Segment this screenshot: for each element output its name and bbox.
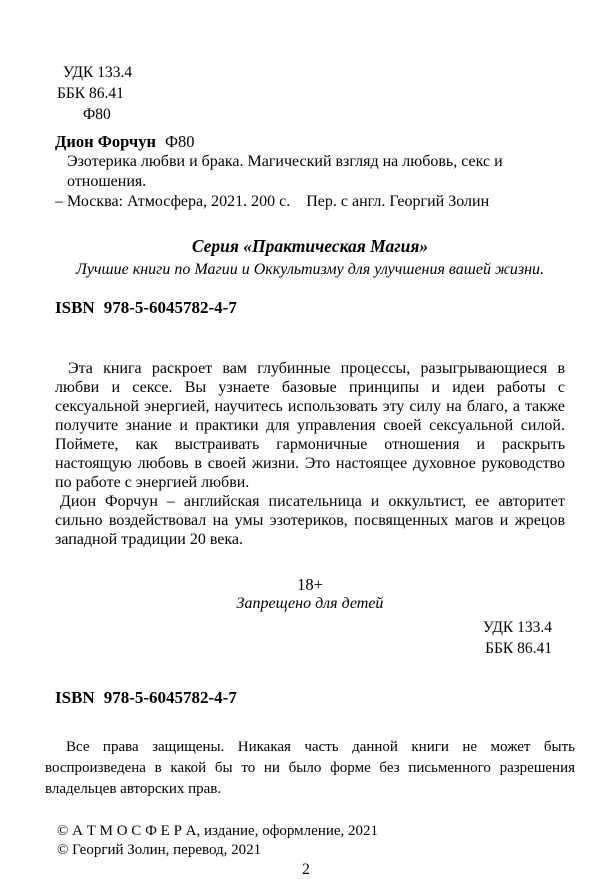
udk-code-top: УДК 133.4: [63, 64, 133, 81]
series-name: Серия «Практическая Магия»: [191, 236, 429, 256]
isbn-label: ISBN: [55, 688, 95, 707]
copyright-block: [55, 822, 565, 860]
publication-info: – Москва: Атмосфера, 2021. 200 с.: [55, 193, 291, 210]
rights-notice: Все права защищены. Никакая часть данной книги не может быть воспроизведена в какой бы то ни было форме без письменного разрешения владельцев авторских прав.: [45, 739, 575, 797]
page-number: 2: [302, 861, 310, 878]
isbn-number: 978-5-6045782-4-7: [103, 688, 237, 707]
bbk-code-bottom: ББК 86.41: [485, 640, 552, 657]
isbn-number: 978-5-6045782-4-7: [103, 298, 237, 317]
age-rating-badge: 18+: [297, 575, 323, 594]
isbn-label: ISBN: [55, 298, 95, 317]
copyright-translator: © Георгий Золин, перевод, 2021: [57, 842, 262, 858]
author-name: Дион Форчун: [55, 132, 156, 151]
isbn-line-bottom: [55, 687, 565, 709]
udk-code-bottom: УДК 133.4: [482, 619, 552, 636]
bbk-code-top: ББК 86.41: [57, 85, 124, 102]
translator-credit: Пер. с англ. Георгий Золин: [306, 193, 490, 210]
copyright-publisher: © А Т М О С Ф Е Р А, издание, оформление, 2021: [57, 823, 379, 839]
age-rating-note: Запрещено для детей: [236, 595, 384, 612]
isbn-line-top: [55, 297, 565, 319]
series-tagline: Лучшие книги по Магии и Оккультизму для улучшения вашей жизни.: [75, 261, 545, 278]
book-title-line: Эзотерика любви и брака. Магический взгляд на любовь, секс и отношения.: [67, 153, 503, 190]
classification-bottom-block: [55, 617, 565, 659]
annotation-paragraph: Эта книга раскроет вам глубинные процессы, разыгрывающиеся в любви и сексе. Вы узнаете базовые принципы и идеи работы с сексуальной энергией, научитесь использовать эту силу на благо, а также получите знание и практики для управления своей сексуальной силой. Поймете, как выстраивать гармоничные отношения и раскрыть настоящую любовь в своей жизни. Это настоящее духовное руководство по работе с энергией любви.: [55, 360, 565, 491]
publication-line: [55, 192, 565, 212]
annotation-block: [55, 359, 565, 549]
author-code: Ф80: [165, 132, 195, 151]
author-line: [55, 132, 565, 152]
classification-top-block: [55, 62, 565, 125]
author-sign-code: Ф80: [83, 106, 111, 123]
author-bio-paragraph: Дион Форчун – английская писательница и оккультист, ее авторитет сильно воздействовал на умы эзотериков, посвященных магов и жрецов западной традиции 20 века.: [55, 493, 565, 548]
